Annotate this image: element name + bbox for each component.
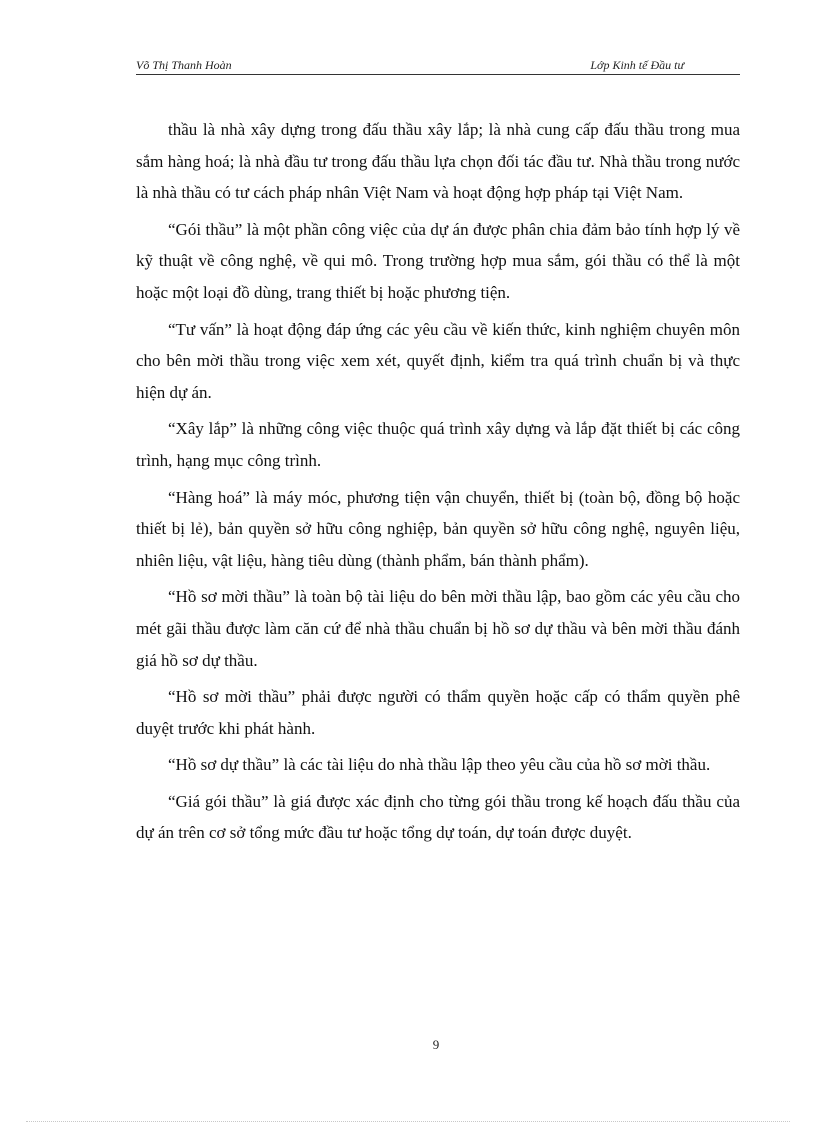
paragraph-nha-thau-continued: thầu là nhà xây dựng trong đấu thầu xây lắp; là nhà cung cấp đấu thầu trong mua sắm hàng hoá; là nhà đầu tư trong đấu thầu lựa chọn đối tác đầu tư. Nhà thầu trong nước là nhà thầu có tư cách pháp nhân Việt Nam và hoạt động hợp pháp tại Việt Nam. [136,120,740,203]
page-header [136,58,740,75]
paragraph-ho-so-moi-thau-approval: “Hồ sơ mời thầu” phải được người có thẩm quyền hoặc cấp có thẩm quyền phê duyệt trước khi phát hành. [136,687,740,738]
paragraph-gia-goi-thau: “Giá gói thầu” là giá được xác định cho từng gói thầu trong kế hoạch đấu thầu của dự án trên cơ sở tổng mức đầu tư hoặc tổng dự toán, dự toán được duyệt. [136,791,740,843]
page-bottom-divider [26,1121,790,1122]
paragraph-xay-lap: “Xây lắp” là những công việc thuộc quá trình xây dựng và lắp đặt thiết bị các công trình, hạng mục công trình. [136,419,740,470]
paragraph-ho-so-moi-thau: “Hồ sơ mời thầu” là toàn bộ tài liệu do bên mời thầu lập, bao gồm các yêu cầu cho mét gãi thầu được làm căn cứ để nhà thầu chuẩn bị hồ sơ dự thầu và bên mời thầu đánh giá hồ sơ dự thầu. [136,587,740,670]
paragraph-hang-hoa: “Hàng hoá” là máy móc, phương tiện vận chuyển, thiết bị (toàn bộ, đồng bộ hoặc thiết bị lẻ), bản quyền sở hữu công nghiệp, bản quyền sở hữu công nghệ, nguyên liệu, nhiên liệu, vật liệu, hàng tiêu dùng (thành phẩm, bán thành phẩm). [136,487,740,570]
header-class-name: Lớp Kinh tế Đầu tư [590,58,684,72]
page-number: 9 [432,1037,440,1052]
header-author: Võ Thị Thanh Hoàn [136,58,232,72]
document-body [136,114,740,854]
paragraph-goi-thau: “Gói thầu” là một phần công việc của dự án được phân chia đảm bảo tính hợp lý về kỹ thuật về công nghệ, về qui mô. Trong trường hợp mua sắm, gói thầu có thể là một hoặc một loại đồ dùng, trang thiết bị hoặc phương tiện. [136,219,740,302]
paragraph-ho-so-du-thau: “Hồ sơ dự thầu” là các tài liệu do nhà thầu lập theo yêu cầu của hồ sơ mời thầu. [168,755,711,775]
paragraph-tu-van: “Tư vấn” là hoạt động đáp ứng các yêu cầu về kiến thức, kinh nghiệm chuyên môn cho bên mời thầu trong việc xem xét, quyết định, kiểm tra quá trình chuẩn bị và thực hiện dự án. [136,319,740,402]
